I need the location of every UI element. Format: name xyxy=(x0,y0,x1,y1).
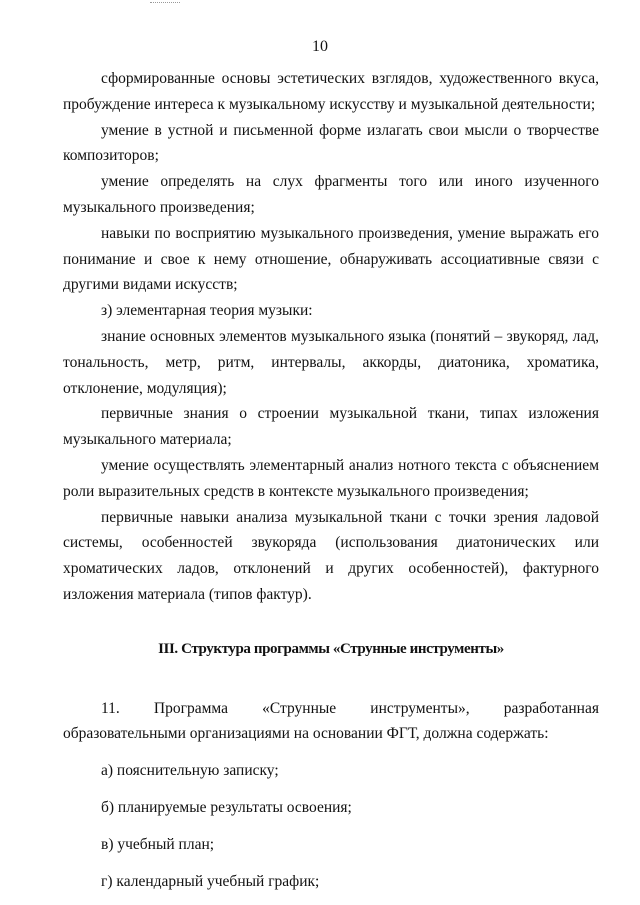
top-scan-mark xyxy=(150,2,180,5)
paragraph: з) элементарная теория музыки: xyxy=(101,302,313,320)
list-item: б) планируемые результаты освоения; xyxy=(101,798,352,816)
paragraph: первичные навыки анализа музыкальной ткани с точки зрения ладовой системы, особенностей звукоряда (использования диатонических или хроматических ладов, отклонений и других особенностей), фактурного изложения материала (типов фактур). xyxy=(63,508,599,603)
list-item: в) учебный план; xyxy=(101,835,215,853)
list-item: а) пояснительную записку; xyxy=(101,762,279,780)
document-body xyxy=(63,66,599,905)
paragraph: умение определять на слух фрагменты того или иного изученного музыкального произведения; xyxy=(63,173,599,216)
paragraph: навыки по восприятию музыкального произведения, умение выражать его понимание и свое к нему отношение, обнаруживать ассоциативные связи с другими видами искусств; xyxy=(63,224,599,294)
paragraph: умение в устной и письменной форме излагать свои мысли о творчестве композиторов; xyxy=(63,121,599,165)
page-number: 10 xyxy=(312,38,328,55)
section-heading: III. Структура программы «Струнные инструменты» xyxy=(158,640,504,657)
paragraph: знание основных элементов музыкального языка (понятий – звукоряд, лад, тональность, метр, ритм, интервалы, аккорды, диатоника, хроматика, отклонение, модуляция); xyxy=(63,327,599,397)
clause-paragraph: 11. Программа «Струнные инструменты», разработанная образовательными организациями на основании ФГТ, должна содержать: xyxy=(63,699,599,743)
list-item: г) календарный учебный график; xyxy=(101,872,320,890)
paragraph: сформированные основы эстетических взглядов, художественного вкуса, пробуждение интереса к музыкальному искусству и музыкальной деятельности; xyxy=(63,70,599,113)
paragraph: умение осуществлять элементарный анализ нотного текста с объяснением роли выразительных средств в контексте музыкального произведения; xyxy=(63,456,599,500)
paragraph: первичные знания о строении музыкальной ткани, типах изложения музыкального материала; xyxy=(63,405,599,449)
